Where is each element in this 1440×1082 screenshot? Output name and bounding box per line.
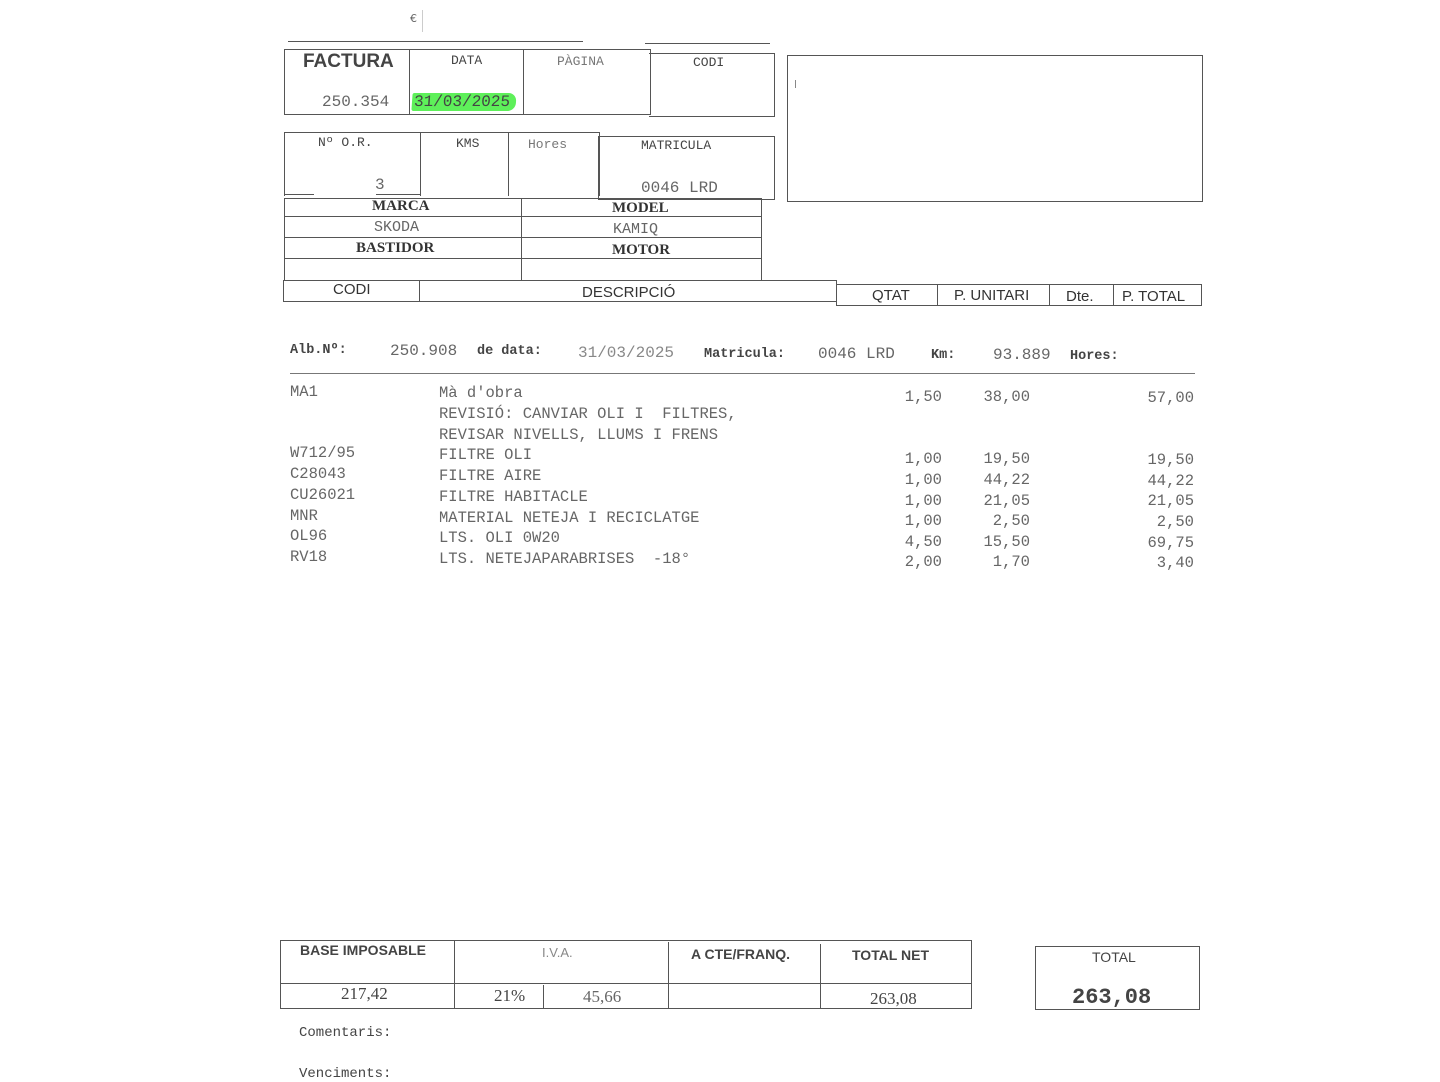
iva-rate: 21% [494,986,526,1005]
line-qtat: 1,00 [904,471,942,489]
data-label: DATA [451,53,483,68]
col-qtat: QTAT [872,287,910,304]
model-label: MODEL [612,200,669,216]
cte-label: A CTE/FRANQ. [691,946,791,962]
albara-rule [290,373,1195,374]
line-codi: CU26021 [290,486,356,504]
top-mark: € [410,12,417,25]
line-codi: C28043 [290,465,346,483]
model-value: KAMIQ [613,221,659,238]
line-descripcio: MATERIAL NETEJA I RECICLATGE [439,509,700,527]
matricula-label: MATRICULA [641,138,712,153]
line-qtat: 4,50 [904,533,942,551]
line-p-unitari: 2,50 [992,512,1030,530]
line-descripcio: REVISAR NIVELLS, LLUMS I FRENS [439,426,719,444]
line-descripcio: REVISIÓ: CANVIAR OLI I FILTRES, [439,405,737,423]
alb-date-label: de data: [477,344,542,359]
matricula-value: 0046 LRD [641,179,718,197]
data-value: 31/03/2025 [411,93,516,111]
venciments-label: Venciments: [299,1066,392,1082]
line-codi: RV18 [290,548,328,566]
line-p-total: 44,22 [1147,472,1194,490]
or-label: Nº O.R. [318,135,373,150]
hores-label: Hores [528,137,568,152]
line-codi: W712/95 [290,444,356,462]
line-codi: OL96 [290,527,328,545]
line-descripcio: LTS. NETEJAPARABRISES -18° [439,550,691,568]
marca-value: SKODA [374,219,420,236]
line-p-unitari: 44,22 [983,471,1030,489]
iva-label: I.V.A. [542,945,573,960]
line-p-unitari: 19,50 [983,450,1030,468]
alb-km-label: Km: [931,348,956,363]
col-codi: CODI [333,281,371,298]
line-p-unitari: 15,50 [983,533,1030,551]
line-p-unitari: 21,05 [983,492,1030,510]
line-p-total: 21,05 [1147,492,1194,510]
line-p-total: 3,40 [1156,554,1194,572]
alb-hores-label: Hores: [1070,349,1119,364]
line-p-unitari: 38,00 [983,388,1030,406]
line-qtat: 1,50 [904,388,942,406]
col-descripcio: DESCRIPCIÓ [582,284,676,301]
alb-date-value: 31/03/2025 [578,344,675,362]
line-descripcio: LTS. OLI 0W20 [439,529,560,547]
client-mark [795,80,796,88]
total-value: 263,08 [1072,985,1152,1010]
client-address-box [787,55,1203,202]
alb-matricula-value: 0046 LRD [818,345,895,363]
line-descripcio: FILTRE OLI [439,446,533,464]
col-p-unitari: P. UNITARI [954,287,1030,304]
line-descripcio: Mà d'obra [439,384,523,402]
net-value: 263,08 [870,989,917,1008]
line-qtat: 1,00 [904,492,942,510]
iva-value: 45,66 [583,987,622,1006]
line-codi: MNR [290,507,318,525]
line-p-total: 69,75 [1147,534,1194,552]
motor-label: MOTOR [612,242,671,258]
comentaris-label: Comentaris: [299,1025,392,1041]
base-label: BASE IMPOSABLE [300,942,427,958]
scan-mark [422,10,423,32]
line-p-total: 2,50 [1156,513,1194,531]
line-descripcio: FILTRE AIRE [439,467,542,485]
kms-label: KMS [456,136,480,151]
data-value-wrap [412,93,516,111]
total-label: TOTAL [1092,949,1136,965]
col-dte: Dte. [1066,288,1094,305]
line-descripcio: FILTRE HABITACLE [439,488,588,506]
alb-label: Alb.Nº: [290,343,347,358]
line-qtat: 1,00 [904,450,942,468]
net-label: TOTAL NET [852,947,929,963]
or-value: 3 [375,176,385,194]
line-p-total: 57,00 [1147,389,1194,407]
line-qtat: 2,00 [904,553,942,571]
col-p-total: P. TOTAL [1122,288,1186,305]
alb-km-value: 93.889 [993,346,1051,364]
alb-matricula-label: Matricula: [704,347,786,362]
top-rule-left [288,41,583,42]
grand-total-box [1035,946,1200,1010]
line-p-unitari: 1,70 [992,553,1030,571]
line-qtat: 1,00 [904,512,942,530]
base-value: 217,42 [341,984,388,1003]
factura-label: FACTURA [303,51,394,72]
line-codi: MA1 [290,383,318,401]
top-rule-right [645,43,770,44]
pagina-label: PÀGINA [557,54,604,69]
alb-value: 250.908 [390,342,458,360]
factura-number: 250.354 [322,93,390,111]
marca-label: MARCA [372,198,430,214]
codi-label: CODI [693,55,725,70]
line-p-total: 19,50 [1147,451,1194,469]
bastidor-label: BASTIDOR [356,240,435,256]
